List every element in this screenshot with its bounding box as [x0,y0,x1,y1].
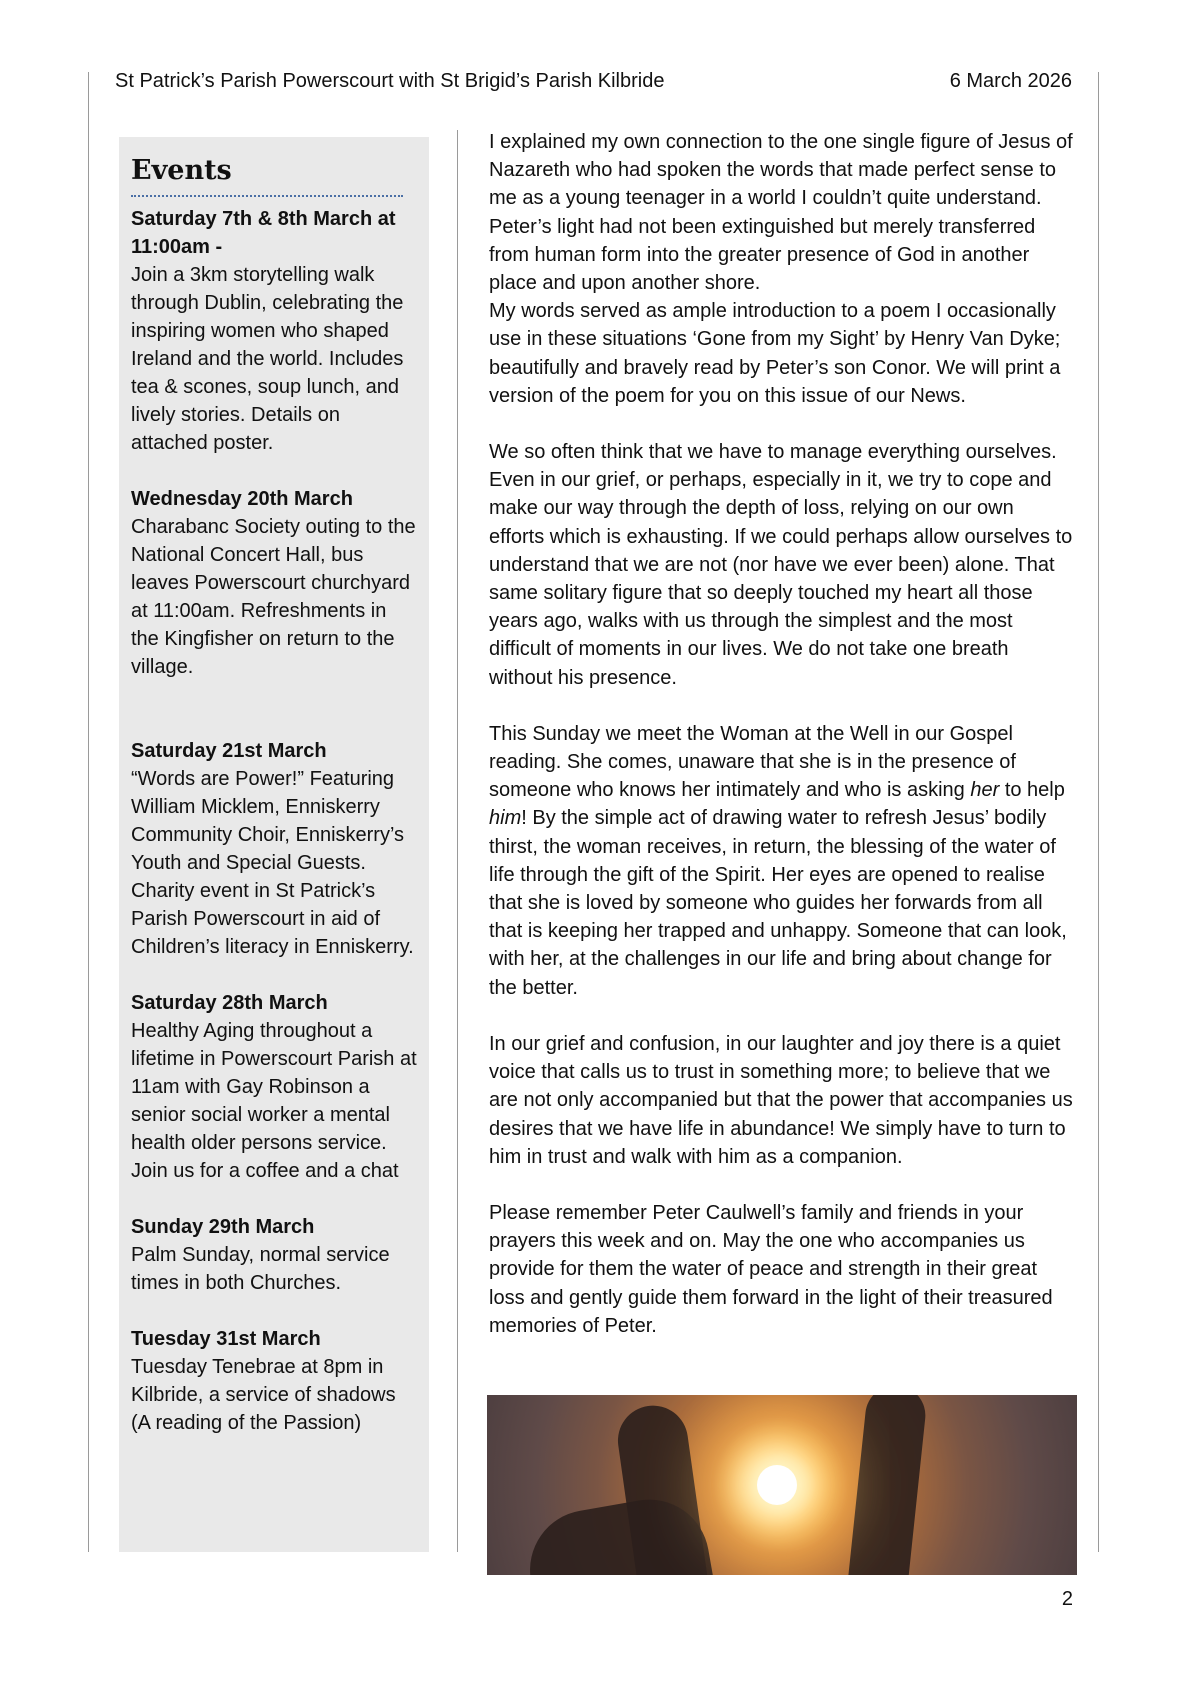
event-date: Sunday 29th March [131,1216,315,1238]
event-date: Saturday 28th March [131,992,328,1014]
article-paragraph: We so often think that we have to manage everything ourselves. Even in our grief, or perhaps, especially in it, we try to cope and make our way through the depth of loss, relying on our own efforts which is exhausting. If we could perhaps allow ourselves to understand that we are not (nor have we ever been) alone. That same solitary figure that so deeply touched my heart all those years ago, walks with us through the simplest and the most difficult of moments in our lives. We do not take one breath without his presence. [489,441,1073,689]
event-date: Saturday 21st March [131,740,327,762]
emphasis-her: her [970,779,1000,802]
article-paragraph [489,720,1074,1002]
events-sidebar [119,137,429,1552]
event-item [131,485,417,681]
header-parish-name: St Patrick’s Parish Powerscourt with St Brigid’s Parish Kilbride [115,70,665,92]
hand-silhouette [846,1395,929,1575]
emphasis-him: him [489,807,522,830]
event-description: Join a 3km storytelling walk through Dublin, celebrating the inspiring women who shaped Ireland and the world. Includes tea & scones, soup lunch, and lively stories. Details on attached poster. [131,264,404,454]
article-paragraph: Please remember Peter Caulwell’s family and friends in your prayers this week and on. May the one who accompanies us provide for them the water of peace and strength in their great loss and gently guide them forward in the light of their treasured memories of Peter. [489,1201,1053,1337]
event-description: “Words are Power!” Featuring William Micklem, Enniskerry Community Choir, Enniskerry’s Youth and Special Guests. Charity event in St Patrick’s Parish Powerscourt in aid of Children’s literacy in Enniskerry. [131,768,414,958]
event-item [131,1213,417,1297]
paragraph-text: ! By the simple act of drawing water to refresh Jesus’ bodily thirst, the woman receives, in return, the blessing of the water of life through the gift of the Spirit. Her eyes are opened to realise that she is loved by someone who guides her forwards from all that is keeping her trapped and unhappy. Someone that can look, with her, at the challenges in our life and bring about change for the better. [489,807,1067,999]
right-margin-rule [1098,72,1099,1552]
event-description: Healthy Aging throughout a lifetime in Powerscourt Parish at 11am with Gay Robinson a senior social worker a mental health older persons service. Join us for a coffee and a chat [131,1020,417,1182]
sunlight-hands-photo [487,1395,1077,1575]
event-description: Charabanc Society outing to the National Concert Hall, bus leaves Powerscourt churchyard at 11:00am. Refreshments in the Kingfisher on return to the village. [131,516,416,678]
event-date: Tuesday 31st March [131,1328,321,1350]
events-divider [131,195,403,197]
paragraph-text: This Sunday we meet the Woman at the Well in our Gospel reading. She comes, unaware that she is in the presence of someone who knows her intimately and who is asking [489,722,1016,802]
left-margin-rule [88,72,89,1552]
event-date: Saturday 7th & 8th March at 11:00am - [131,208,396,258]
event-item [131,1325,417,1437]
event-date: Wednesday 20th March [131,488,353,510]
event-item [131,205,417,457]
event-description: Tuesday Tenebrae at 8pm in Kilbride, a service of shadows (A reading of the Passion) [131,1356,396,1434]
article-body [489,128,1074,1368]
column-divider [457,130,458,1552]
article-paragraph: In our grief and confusion, in our laughter and joy there is a quiet voice that calls us to trust in something more; to believe that we are not only accompanied but that the power that accompanies us desires that we have life in abundance! We simply have to turn to him in trust and walk with him as a companion. [489,1032,1073,1168]
page-number: 2 [1061,1588,1073,1610]
event-description: Palm Sunday, normal service times in both Churches. [131,1244,390,1294]
paragraph-text: to help [999,779,1065,802]
event-item [131,989,417,1185]
event-item [131,737,417,961]
events-title: Events [131,155,232,186]
article-paragraph: I explained my own connection to the one single figure of Jesus of Nazareth who had spoken the words that made perfect sense to me as a young teenager in a world I couldn’t quite understand. Peter’s light had not been extinguished but merely transferred from human form into the greater presence of God in another place and upon another shore. [489,131,1073,295]
sun-glow [757,1465,797,1505]
header-date: 6 March 2026 [949,70,1072,92]
article-paragraph: My words served as ample introduction to a poem I occasionally use in these situations ‘Gone from my Sight’ by Henry Van Dyke; beautifully and bravely read by Peter’s son Conor. We will print a version of the poem for you on this issue of our News. [489,300,1061,407]
